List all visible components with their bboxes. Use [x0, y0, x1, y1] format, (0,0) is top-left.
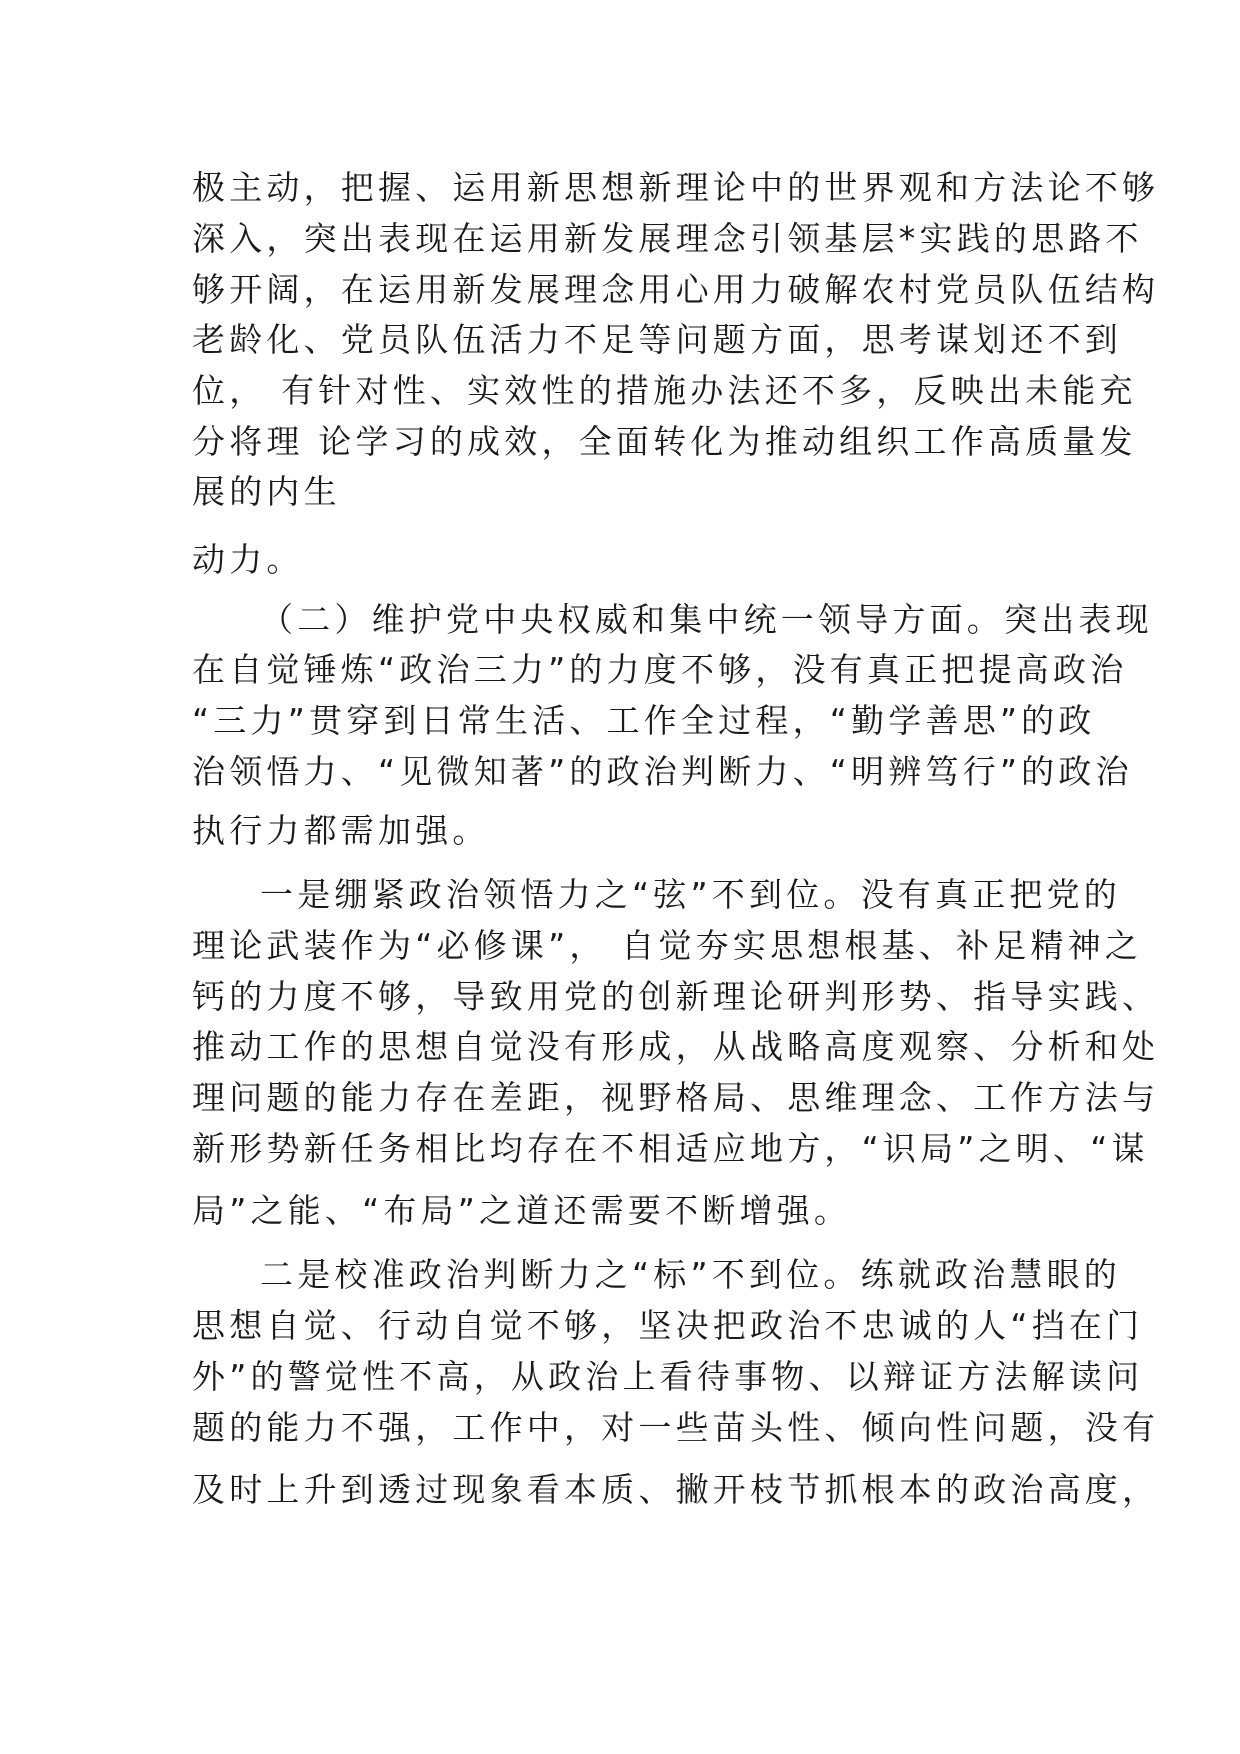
text-line: 展的内生 — [192, 472, 341, 511]
text-line: 极主动，把握、运用新思想新理论中的世界观和方法论不够 — [192, 168, 1160, 207]
text-line: 思想自觉、行动自觉不够，坚决把政治不忠诚的人“挡在门 — [192, 1306, 1144, 1345]
text-line: 及时上升到透过现象看本质、撇开枝节抓根本的政治高度， — [192, 1470, 1160, 1509]
text-line: 局”之能、“布局”之道还需要不断增强。 — [192, 1191, 852, 1230]
text-line: 一是绷紧政治领悟力之“弦”不到位。没有真正把党的 — [260, 875, 1121, 914]
text-line: 分将理 论学习的成效，全面转化为推动组织工作高质量发 — [192, 422, 1137, 461]
text-line: 深入，突出表现在运用新发展理念引领基层*实践的思路不 — [192, 219, 1143, 258]
text-line: 动力。 — [192, 540, 304, 579]
text-line: 位， 有针对性、实效性的措施办法还不多，反映出未能充 — [192, 371, 1137, 410]
text-line: 新形势新任务相比均存在不相适应地方，“识局”之明、“谋 — [192, 1129, 1149, 1168]
text-line: 够开阔，在运用新发展理念用心用力破解农村党员队伍结构 — [192, 270, 1160, 309]
text-line: 理论武装作为“必修课”， 自觉夯实思想根基、补足精神之 — [192, 926, 1143, 965]
text-line: “三力”贯穿到日常生活、工作全过程，“勤学善思”的政 — [192, 701, 1096, 740]
text-line: 执行力都需加强。 — [192, 811, 490, 850]
text-line: 钙的力度不够，导致用党的创新理论研判形势、指导实践、 — [192, 977, 1160, 1016]
text-line: 理问题的能力存在差距，视野格局、思维理念、工作方法与 — [192, 1078, 1160, 1117]
text-line: 二是校准政治判断力之“标”不到位。练就政治慧眼的 — [260, 1255, 1121, 1294]
text-line: 老龄化、党员队伍活力不足等问题方面，思考谋划还不到 — [192, 320, 1122, 359]
section-heading: （二）维护党中央权威和集中统一领导方面。突出表现 — [260, 600, 1153, 639]
text-line: 在自觉锤炼“政治三力”的力度不够，没有真正把提高政治 — [192, 650, 1128, 689]
text-line: 外”的警觉性不高，从政治上看待事物、以辩证方法解读问 — [192, 1357, 1144, 1396]
text-line: 题的能力不强，工作中，对一些苗头性、倾向性问题，没有 — [192, 1408, 1160, 1447]
text-line: 治领悟力、“见微知著”的政治判断力、“明辨笃行”的政治 — [192, 752, 1133, 791]
text-line: 推动工作的思想自觉没有形成，从战略高度观察、分析和处 — [192, 1027, 1160, 1066]
